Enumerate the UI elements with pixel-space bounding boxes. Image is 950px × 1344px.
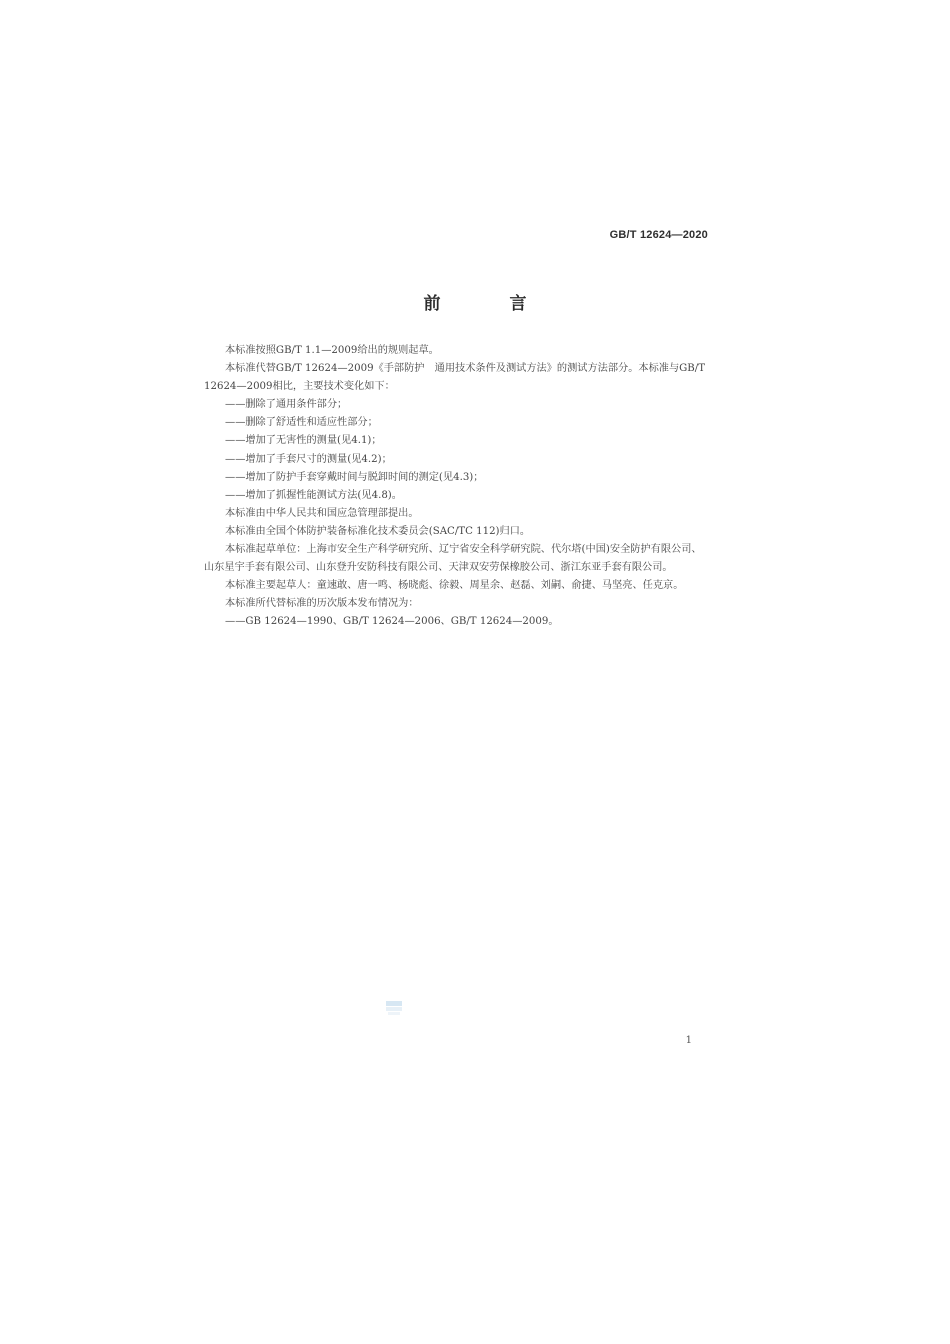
list-item xyxy=(204,451,709,469)
dash-mark: —— xyxy=(225,417,246,429)
paragraph-replacement: 本标准代替GB/T 12624—2009《手部防护 通用技术条件及测试方法》的测试方法部分。本标准与GB/T 12624—2009相比，主要技术变化如下： xyxy=(204,363,706,393)
page-title: 前 言 xyxy=(423,294,553,314)
dash-mark: —— xyxy=(225,471,246,483)
paragraph-committee: 本标准由全国个体防护装备标准化技术委员会(SAC/TC 112)归口。 xyxy=(225,525,531,537)
watermark-stamp xyxy=(386,1001,402,1015)
paragraph-history-intro: 本标准所代替标准的历次版本发布情况为： xyxy=(225,598,419,610)
list-item xyxy=(204,469,709,487)
paragraph-drafters: 本标准主要起草人：童速敢、唐一鸣、杨晓彪、徐毅、周星余、赵磊、刘嗣、俞捷、马坚亮、任克京。 xyxy=(225,580,684,592)
list-item-text: 删除了舒适性和适应性部分； xyxy=(245,417,378,429)
list-item-text: 增加了手套尺寸的测量(见4.2)； xyxy=(245,453,392,465)
list-item xyxy=(204,396,709,414)
foreword-body xyxy=(204,342,709,632)
dash-mark: —— xyxy=(225,435,246,447)
page-number: 1 xyxy=(685,1035,692,1046)
changes-list xyxy=(204,396,709,505)
dash-mark: —— xyxy=(225,616,246,628)
list-item xyxy=(204,613,709,631)
list-item xyxy=(204,432,709,450)
dash-mark: —— xyxy=(225,489,246,501)
history-text: GB 12624—1990、GB/T 12624—2006、GB/T 12624—2009。 xyxy=(245,616,559,628)
dash-mark: —— xyxy=(225,453,246,465)
paragraph-drafting-units: 本标准起草单位：上海市安全生产科学研究所、辽宁省安全科学研究院、代尔塔(中国)安全防护有限公司、山东星宇手套有限公司、山东登升安防科技有限公司、天津双安劳保橡胶公司、浙江东亚手套有限公司。 xyxy=(204,544,702,574)
paragraph-drafting-rules: 本标准按照GB/T 1.1—2009给出的规则起草。 xyxy=(225,345,439,356)
list-item xyxy=(204,414,709,432)
standard-code: GB/T 12624—2020 xyxy=(609,229,708,241)
list-item xyxy=(204,487,709,505)
list-item-text: 增加了抓握性能测试方法(见4.8)。 xyxy=(245,489,402,501)
list-item-text: 增加了无害性的测量(见4.1)； xyxy=(245,435,382,447)
dash-mark: —— xyxy=(225,399,246,411)
list-item-text: 增加了防护手套穿戴时间与脱卸时间的测定(见4.3)； xyxy=(245,471,484,483)
paragraph-proposer: 本标准由中华人民共和国应急管理部提出。 xyxy=(225,507,419,519)
list-item-text: 删除了通用条件部分； xyxy=(245,399,348,411)
